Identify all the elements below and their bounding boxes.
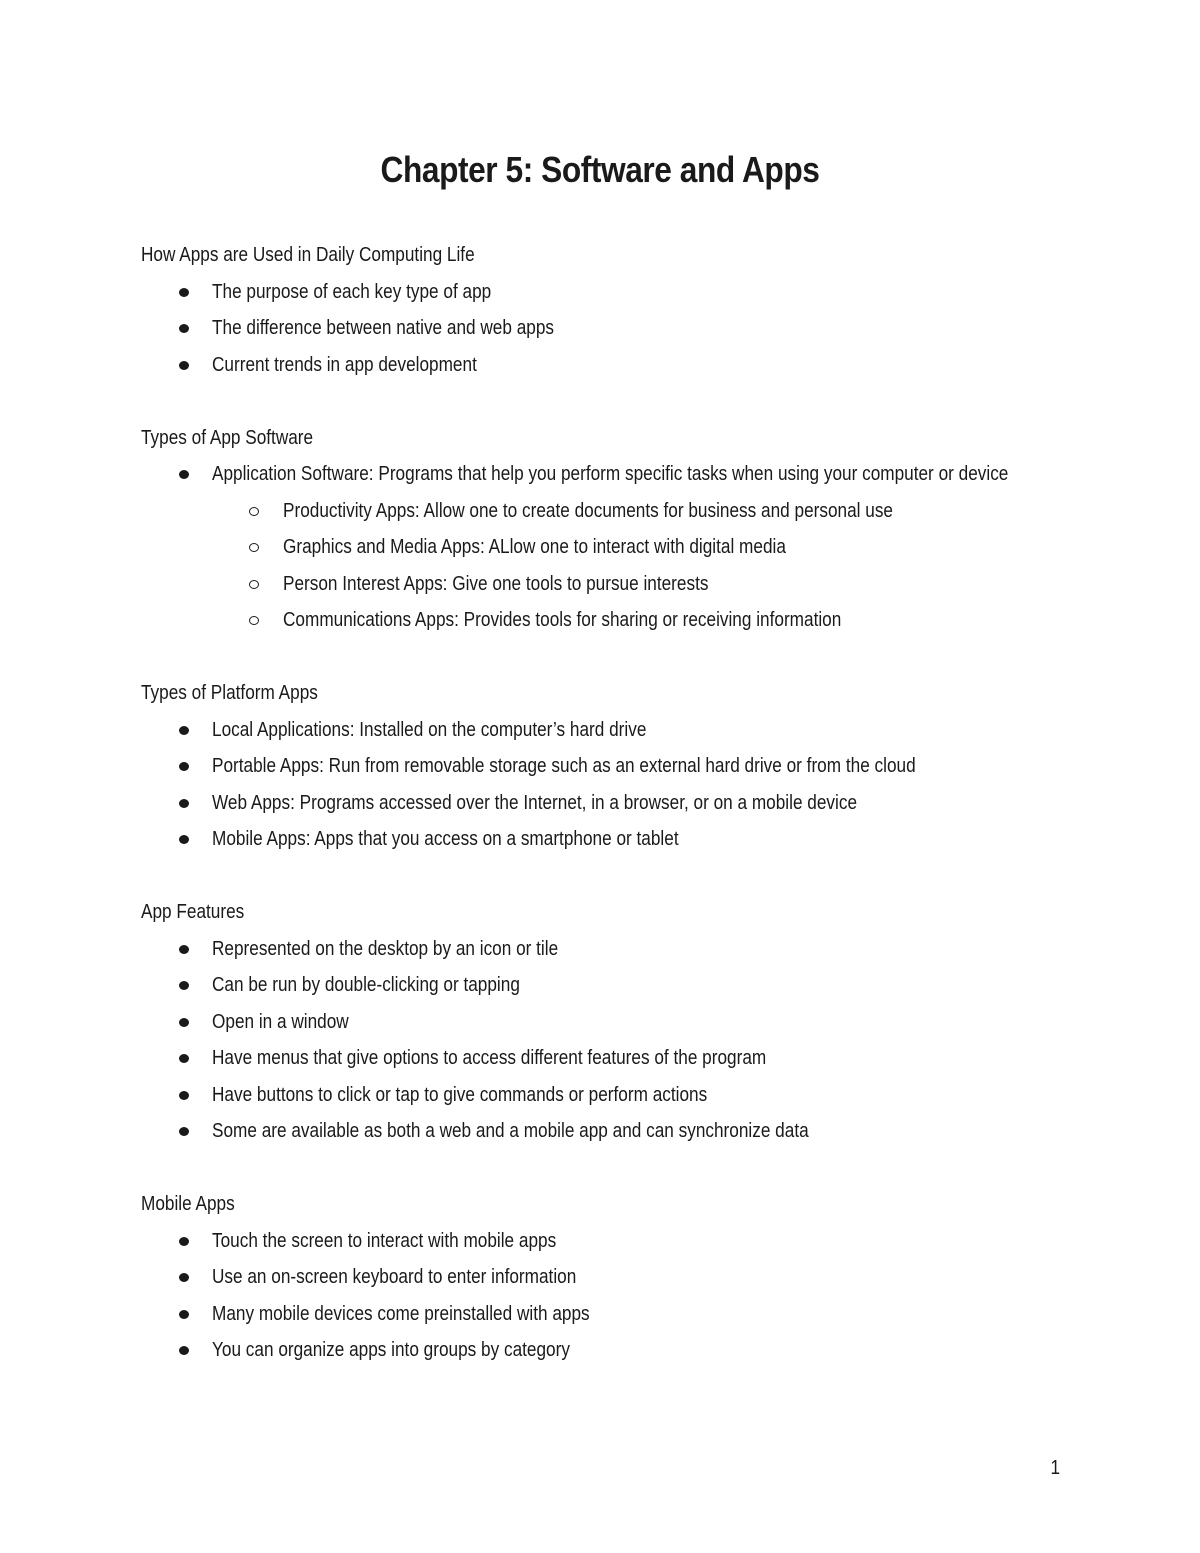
list-item [141, 1259, 1101, 1296]
bullet-dot-icon [179, 1310, 189, 1319]
list-item-text: The difference between native and web apps [212, 317, 555, 339]
sublist-item-text: Graphics and Media Apps: ALlow one to interact with digital media [283, 536, 786, 558]
bullet-dot-icon [179, 762, 189, 771]
list-item [141, 274, 1101, 311]
bullet-dot-icon [179, 799, 189, 808]
bullet-dot-icon [179, 1054, 189, 1063]
bullet-dot-icon [179, 288, 189, 297]
list-item [141, 1332, 1101, 1369]
list-item [141, 748, 1101, 785]
document-body [141, 237, 1101, 1369]
list-item [141, 1077, 1101, 1114]
list-item [141, 1004, 1101, 1041]
sublist-item [141, 566, 1101, 603]
list-item-text: Application Software: Programs that help you perform specific tasks when using your computer or device [212, 463, 1009, 485]
list-item-text: Web Apps: Programs accessed over the Internet, in a browser, or on a mobile device [212, 791, 858, 814]
sublist-item [141, 602, 1101, 639]
page-number: 1 [1050, 1457, 1060, 1479]
list-item-text: Have buttons to click or tap to give commands or perform actions [212, 1083, 708, 1106]
list-item-text: The purpose of each key type of app [212, 280, 492, 303]
section-gap [141, 858, 1101, 895]
list-item [141, 347, 1101, 384]
sublist-item-text: Person Interest Apps: Give one tools to pursue interests [283, 572, 709, 595]
sublist-item [141, 493, 1101, 530]
list-item [141, 1113, 1101, 1150]
section-heading-mobile-apps: Mobile Apps [141, 1193, 235, 1215]
bullet-dot-icon [179, 945, 189, 954]
section-heading-daily-use: How Apps are Used in Daily Computing Life [141, 244, 475, 266]
list-item-text: Open in a window [212, 1010, 349, 1033]
bullet-circle-icon [249, 616, 259, 625]
sublist-item-text: Communications Apps: Provides tools for sharing or receiving information [283, 609, 842, 631]
bullet-dot-icon [179, 470, 189, 479]
list-item [141, 456, 1101, 493]
list-item [141, 785, 1101, 822]
sublist-item [141, 529, 1101, 566]
section-heading-platform-apps: Types of Platform Apps [141, 682, 318, 704]
app-software-sublist [141, 493, 1101, 639]
list-item-text: Use an on-screen keyboard to enter information [212, 1266, 577, 1288]
page-title: Chapter 5: Software and Apps [380, 149, 820, 190]
app-software-list [141, 456, 1101, 493]
bullet-dot-icon [179, 1273, 189, 1282]
mobile-apps-list [141, 1223, 1101, 1369]
sublist-item-text: Productivity Apps: Allow one to create documents for business and personal use [283, 499, 893, 522]
bullet-dot-icon [179, 1237, 189, 1246]
bullet-dot-icon [179, 324, 189, 333]
list-item-text: Touch the screen to interact with mobile apps [212, 1229, 557, 1252]
list-item-text: Current trends in app development [212, 353, 477, 376]
bullet-dot-icon [179, 726, 189, 735]
list-item-text: You can organize apps into groups by category [212, 1339, 570, 1361]
bullet-circle-icon [249, 543, 259, 552]
list-item [141, 1040, 1101, 1077]
bullet-dot-icon [179, 361, 189, 370]
bullet-dot-icon [179, 1346, 189, 1355]
platform-apps-list [141, 712, 1101, 858]
section-gap [141, 1150, 1101, 1187]
list-item [141, 967, 1101, 1004]
list-item-text: Some are available as both a web and a mobile app and can synchronize data [212, 1120, 809, 1142]
app-features-list [141, 931, 1101, 1150]
list-item-text: Mobile Apps: Apps that you access on a smartphone or tablet [212, 828, 679, 850]
daily-use-list [141, 274, 1101, 384]
section-gap [141, 639, 1101, 676]
bullet-dot-icon [179, 835, 189, 844]
bullet-circle-icon [249, 507, 259, 516]
list-item-text: Many mobile devices come preinstalled with apps [212, 1302, 590, 1325]
list-item [141, 712, 1101, 749]
section-heading-app-software: Types of App Software [141, 426, 314, 449]
bullet-dot-icon [179, 1091, 189, 1100]
list-item-text: Represented on the desktop by an icon or tile [212, 937, 559, 960]
list-item [141, 821, 1101, 858]
list-item [141, 310, 1101, 347]
list-item-text: Local Applications: Installed on the computer’s hard drive [212, 718, 647, 741]
list-item [141, 1223, 1101, 1260]
list-item-text: Can be run by double-clicking or tapping [212, 974, 520, 996]
bullet-dot-icon [179, 1127, 189, 1136]
list-item-text: Have menus that give options to access different features of the program [212, 1047, 767, 1069]
section-gap [141, 383, 1101, 420]
bullet-circle-icon [249, 580, 259, 589]
bullet-dot-icon [179, 981, 189, 990]
list-item-text: Portable Apps: Run from removable storage such as an external hard drive or from the cloud [212, 755, 916, 777]
bullet-dot-icon [179, 1018, 189, 1027]
section-heading-app-features: App Features [141, 901, 245, 923]
list-item [141, 1296, 1101, 1333]
list-item [141, 931, 1101, 968]
